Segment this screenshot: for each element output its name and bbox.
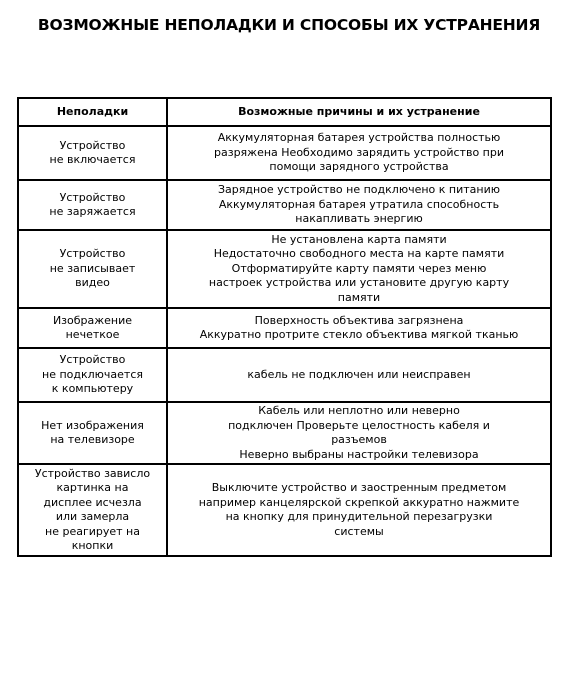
solution-line: Аккуратно протрите стекло объектива мягкой тканью bbox=[199, 328, 519, 341]
problem-line: не записывает bbox=[49, 261, 136, 275]
solution-cell bbox=[167, 464, 551, 556]
solution-cell bbox=[167, 308, 551, 348]
table-row bbox=[18, 230, 551, 308]
solution-line: например канцелярской скрепкой аккуратно нажмите bbox=[198, 495, 520, 509]
problem-line: Изображение bbox=[52, 313, 133, 327]
problem-line: Устройство bbox=[59, 353, 126, 367]
problem-line: Устройство зависло bbox=[34, 466, 151, 480]
solution-line: подключен Проверьте целостность кабеля и bbox=[228, 418, 490, 432]
problem-line: не включается bbox=[49, 153, 136, 166]
problem-line: видео bbox=[75, 276, 110, 290]
problem-cell bbox=[18, 180, 167, 230]
troubleshooting-table bbox=[17, 97, 552, 557]
problem-cell bbox=[18, 126, 167, 180]
problem-line: нечеткое bbox=[65, 328, 120, 341]
solution-line: Отформатируйте карту памяти через меню bbox=[231, 261, 487, 275]
solution-line: Выключите устройство и заостренным предметом bbox=[211, 481, 507, 494]
problem-line: не реагирует на bbox=[45, 524, 140, 538]
problem-line: Устройство bbox=[59, 190, 126, 204]
problem-line: кнопки bbox=[71, 539, 114, 552]
problem-cell bbox=[18, 464, 167, 556]
solution-cell bbox=[167, 348, 551, 402]
problem-line: Устройство bbox=[59, 247, 126, 261]
problem-line: на телевизоре bbox=[50, 433, 135, 446]
solution-line: Аккумуляторная батарея утратила способность bbox=[218, 197, 500, 211]
solution-line: на кнопку для принудительной перезагрузки bbox=[225, 510, 493, 523]
problem-cell bbox=[18, 230, 167, 308]
problem-line: Нет изображения bbox=[41, 418, 144, 432]
table-row bbox=[18, 126, 551, 180]
solution-cell bbox=[167, 230, 551, 308]
solution-line: разъемов bbox=[331, 433, 387, 446]
header-solutions: Возможные причины и их устранение bbox=[167, 98, 551, 126]
problem-cell bbox=[18, 308, 167, 348]
problem-cell bbox=[18, 348, 167, 402]
page-title: ВОЗМОЖНЫЕ НЕПОЛАДКИ И СПОСОБЫ ИХ УСТРАНЕНИЯ bbox=[37, 16, 541, 34]
problem-line: не подключается bbox=[42, 367, 143, 381]
solution-line: Неверно выбраны настройки телевизора bbox=[239, 447, 479, 461]
problem-line: не заряжается bbox=[49, 205, 136, 218]
table-row bbox=[18, 402, 551, 464]
solution-line: памяти bbox=[337, 290, 381, 304]
header-problems: Неполадки bbox=[18, 98, 167, 126]
solution-line: Не установлена карта памяти bbox=[271, 232, 447, 246]
solution-line: Аккумуляторная батарея устройства полностью bbox=[217, 131, 501, 145]
solution-line: системы bbox=[334, 524, 384, 538]
solution-line: настроек устройства или установите другую карту bbox=[208, 276, 510, 290]
solution-line: накапливать энергию bbox=[295, 212, 423, 226]
problem-line: дисплее исчезла bbox=[43, 495, 142, 509]
problem-line: к компьютеру bbox=[51, 382, 134, 396]
solution-line: Зарядное устройство не подключено к питанию bbox=[217, 183, 500, 197]
table-row bbox=[18, 464, 551, 556]
solution-cell bbox=[167, 402, 551, 464]
table-row bbox=[18, 348, 551, 402]
solution-line: кабель не подключен или неисправен bbox=[247, 367, 471, 381]
solution-cell bbox=[167, 126, 551, 180]
solution-line: Поверхность объектива загрязнена bbox=[254, 313, 464, 327]
table-row bbox=[18, 180, 551, 230]
solution-line: помощи зарядного устройства bbox=[269, 160, 449, 174]
problem-line: картинка на bbox=[56, 481, 129, 494]
table-header-row bbox=[18, 98, 551, 126]
problem-cell bbox=[18, 402, 167, 464]
table-row bbox=[18, 308, 551, 348]
problem-line: или замерла bbox=[55, 510, 130, 523]
problem-line: Устройство bbox=[59, 138, 126, 152]
solution-line: Недостаточно свободного места на карте памяти bbox=[213, 247, 505, 261]
solution-cell bbox=[167, 180, 551, 230]
solution-line: разряжена Необходимо зарядить устройство при bbox=[214, 145, 504, 159]
solution-line: Кабель или неплотно или неверно bbox=[258, 404, 460, 417]
